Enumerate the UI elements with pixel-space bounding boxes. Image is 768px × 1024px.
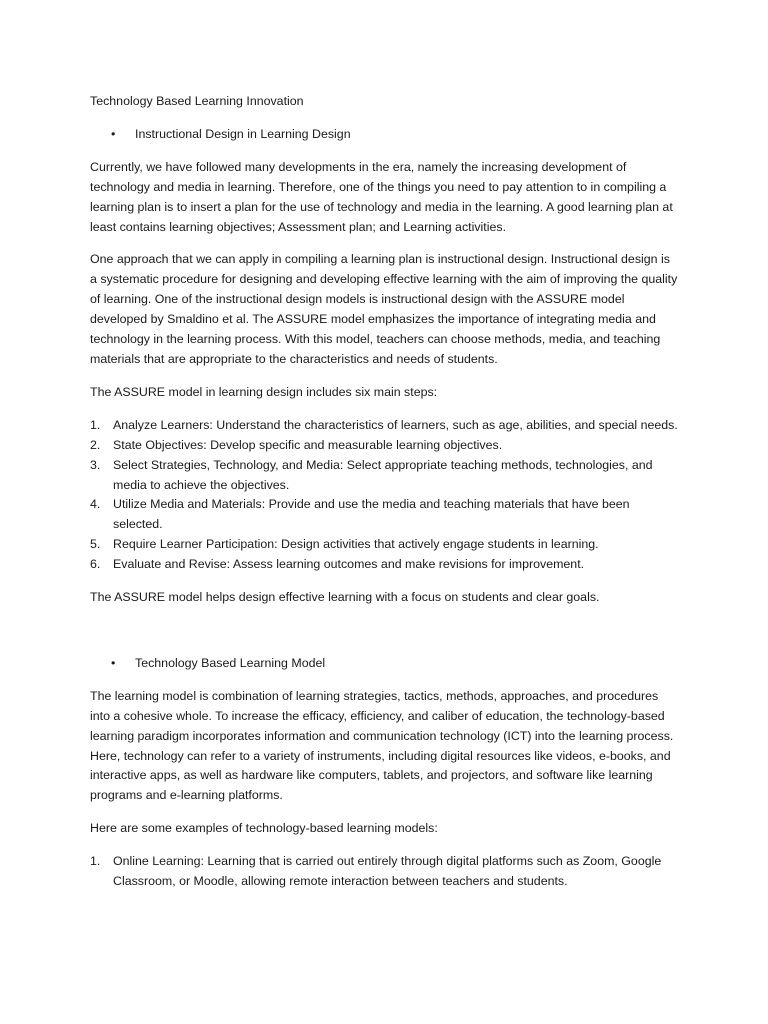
technology-models-list	[90, 852, 680, 892]
paragraph: The ASSURE model helps design effective learning with a focus on students and clear goals.	[90, 590, 600, 605]
paragraph: Here are some examples of technology-based learning models:	[90, 821, 438, 836]
list-item	[90, 495, 680, 535]
list-item-text: Online Learning: Learning that is carried out entirely through digital platforms such as Zoom, Google Classroom, or Moodle, allowing remote interaction between teachers and students.	[113, 854, 662, 889]
bullet-icon: •	[111, 655, 116, 670]
section-heading-text: Instructional Design in Learning Design	[135, 126, 351, 141]
list-item-text: State Objectives: Develop specific and measurable learning objectives.	[113, 437, 503, 452]
assure-steps-list	[90, 416, 680, 575]
list-item	[90, 852, 680, 892]
paragraph: The learning model is combination of learning strategies, tactics, methods, approaches, and procedures into a cohesive whole. To increase the efficacy, efficiency, and caliber of education, the technology-based learning paradigm incorporates information and communication technology (ICT) into the learning process. Here, technology can refer to a variety of instruments, including digital resources like videos, e-books, and interactive apps, as well as hardware like computers, tablets, and projectors, and software like learning programs and e-learning platforms.	[90, 688, 674, 803]
list-item-text: Analyze Learners: Understand the characteristics of learners, such as age, abilities, and special needs.	[113, 417, 678, 432]
document-title: Technology Based Learning Innovation	[90, 94, 304, 108]
list-number: 6.	[90, 557, 101, 572]
list-item-text: Select Strategies, Technology, and Media: Select appropriate teaching methods, technologies, and media to achieve the objectives.	[113, 457, 653, 492]
list-item	[90, 456, 680, 496]
list-item	[90, 436, 680, 456]
list-item-text: Require Learner Participation: Design activities that actively engage students in learning.	[113, 537, 599, 552]
section-heading-text: Technology Based Learning Model	[135, 655, 326, 670]
paragraph: The ASSURE model in learning design includes six main steps:	[90, 384, 438, 399]
list-item	[90, 555, 680, 575]
bullet-icon: •	[111, 126, 116, 141]
list-item	[90, 416, 680, 436]
list-item-text: Evaluate and Revise: Assess learning outcomes and make revisions for improvement.	[113, 557, 585, 572]
list-number: 1.	[90, 854, 101, 869]
section-heading-technology-model	[90, 654, 680, 674]
list-item	[90, 535, 680, 555]
spacer	[90, 621, 680, 654]
paragraph: Currently, we have followed many developments in the era, namely the increasing development of technology and media in learning. Therefore, one of the things you need to pay attention to in compiling a learning plan is to insert a plan for the use of technology and media in the learning. A good learning plan at least contains learning objectives; Assessment plan; and Learning activities.	[90, 159, 673, 234]
list-number: 2.	[90, 437, 101, 452]
list-number: 4.	[90, 497, 101, 512]
list-number: 5.	[90, 537, 101, 552]
section-heading-instructional-design	[90, 125, 680, 145]
list-number: 3.	[90, 457, 101, 472]
list-number: 1.	[90, 417, 101, 432]
document-page	[90, 92, 680, 905]
list-item-text: Utilize Media and Materials: Provide and use the media and teaching materials that have been selected.	[113, 497, 630, 532]
paragraph: One approach that we can apply in compiling a learning plan is instructional design. Instructional design is a systematic procedure for designing and developing effective learning with the aim of improving the quality of learning. One of the instructional design models is instructional design with the ASSURE model developed by Smaldino et al. The ASSURE model emphasizes the importance of integrating media and technology in the learning process. With this model, teachers can choose methods, media, and teaching materials that are appropriate to the characteristics and needs of students.	[90, 252, 678, 366]
